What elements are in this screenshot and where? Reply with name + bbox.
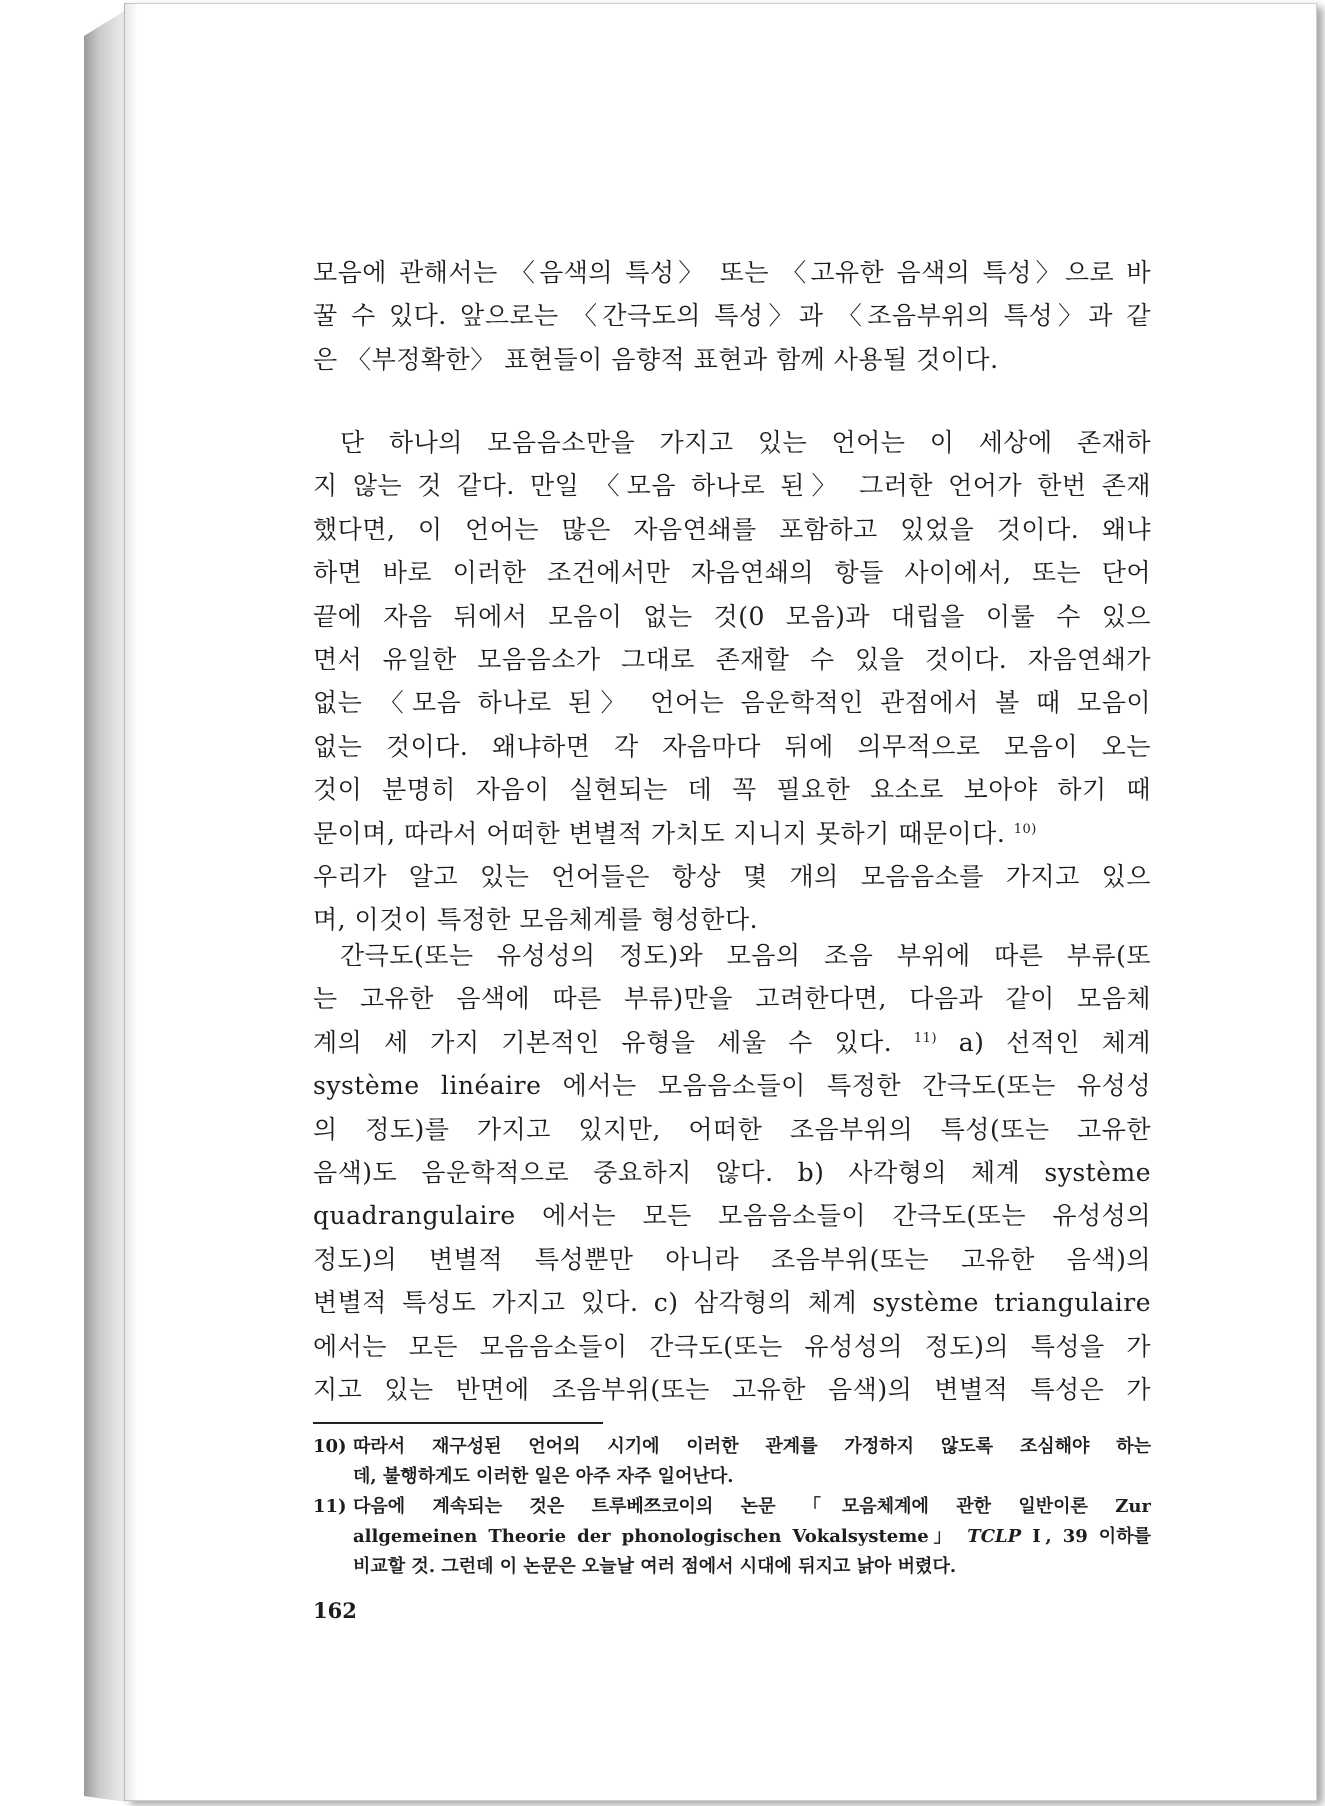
text-line: 계의 세 가지 기본적인 유형을 세울 수 있다. $^{11)}$ a) 선적인 체계 [313,1027,1151,1057]
footnote-10 [313,1432,1151,1492]
journal-title: TCLP [967,1526,1022,1547]
footnote-number: 10) [313,1436,347,1457]
page-gutter-shadow [124,3,138,1801]
footnote-divider [313,1422,603,1424]
text-line: 지고 있는 반면에 조음부위(또는 고유한 음색)의 변별적 특성은 가 [313,1375,1151,1405]
footnotes [313,1432,1151,1582]
text-line: 했다면, 이 언어는 많은 자음연쇄를 포함하고 있었을 것이다. 왜냐 [313,514,1151,544]
footnote-line: allgemeinen Theorie der phonologischen Vokalsysteme」 TCLP Ⅰ, 39 이하를 [353,1526,1151,1547]
text-line: 정도)의 변별적 특성뿐만 아니라 조음부위(또는 고유한 음색)의 [313,1244,1151,1274]
footnote-ref-10[interactable]: 10) [1013,821,1037,837]
paragraph-1 [313,251,1151,381]
text-line: système linéaire 에서는 모음음소들이 특정한 간극도(또는 유성성 [313,1071,1151,1101]
book-spine [84,10,126,1802]
text-line: 는 고유한 음색에 따른 부류)만을 고려한다면, 다음과 같이 모음체 [313,984,1151,1014]
text-line: 하면 바로 이러한 조건에서만 자음연쇄의 항들 사이에서, 또는 단어 [313,558,1151,588]
emphasized-term: 사각형의 체계 [848,1158,1021,1188]
text-line: 단 하나의 모음음소만을 가지고 있는 언어는 이 세상에 존재하 [340,428,1151,457]
footnote-line: 다음에 계속되는 것은 트루베쯔코이의 논문 「모음체계에 관한 일반이론 Zur [353,1496,1151,1517]
footnote-line: 데, 불행하게도 이러한 일은 아주 자주 일어난다. [353,1466,734,1487]
text-line: 에서는 모든 모음음소들이 간극도(또는 유성성의 정도)의 특성을 가 [313,1331,1151,1361]
emphasized-term: 삼각형의 체계 [693,1288,858,1318]
text-line: 음색)도 음운학적으로 중요하지 않다. b) 사각형의 체계 système [313,1158,1151,1188]
paragraph-3 [313,934,1151,1411]
footnote-number: 11) [313,1496,347,1517]
footnote-ref-11[interactable]: 11) [913,1030,938,1046]
text-line: 끝에 자음 뒤에서 모음이 없는 것(0 모음)과 대립을 이룰 수 있으 [313,601,1151,631]
text-line: 우리가 알고 있는 언어들은 항상 몇 개의 모음음소를 가지고 있으 [313,862,1151,892]
footnote-line: 비교할 것. 그런데 이 논문은 오늘날 여러 점에서 시대에 뒤지고 낡아 버렸다. [353,1556,957,1577]
text-line: 변별적 특성도 가지고 있다. c) 삼각형의 체계 système triangulaire [313,1288,1151,1318]
text-line: 지 않는 것 같다. 만일 〈모음 하나로 된〉 그러한 언어가 한번 존재 [313,471,1151,501]
paragraph-2 [313,421,1151,942]
text-line: 문이며, 따라서 어떠한 변별적 가치도 지니지 못하기 때문이다. $^{10)}$ [313,818,1037,848]
text-line: 간극도(또는 유성성의 정도)와 모음의 조음 부위에 따른 부류(또 [340,941,1151,970]
text-line: 없는 것이다. 왜냐하면 각 자음마다 뒤에 의무적으로 모음이 오는 [313,731,1151,761]
text-line: quadrangulaire 에서는 모든 모음음소들이 간극도(또는 유성성의 [313,1201,1151,1231]
emphasized-term: 선적인 체계 [1006,1027,1151,1057]
text-line: 며, 이것이 특정한 모음체계를 형성한다. [313,905,759,935]
text-line: 면서 유일한 모음음소가 그대로 존재할 수 있을 것이다. 자음연쇄가 [313,645,1151,675]
text-line: 없는 〈모음 하나로 된〉 언어는 음운학적인 관점에서 볼 때 모음이 [313,688,1151,718]
text-line: 의 정도)를 가지고 있지만, 어떠한 조음부위의 특성(또는 고유한 [313,1114,1151,1144]
footnote-11 [313,1492,1151,1582]
text-line: 모음에 관해서는 〈음색의 특성〉 또는 〈고유한 음색의 특성〉으로 바 [313,258,1151,287]
footnote-line: 따라서 재구성된 언어의 시기에 이러한 관계를 가정하지 않도록 조심해야 하는 [353,1436,1151,1457]
text-line: 것이 분명히 자음이 실현되는 데 꼭 필요한 요소로 보아야 하기 때 [313,775,1151,805]
text-line: 은 〈부정확한〉 표현들이 음향적 표현과 함께 사용될 것이다. [313,344,999,374]
text-line: 꿀 수 있다. 앞으로는 〈간극도의 특성〉과 〈조음부위의 특성〉과 같 [313,301,1151,331]
page-number: 162 [313,1598,357,1623]
